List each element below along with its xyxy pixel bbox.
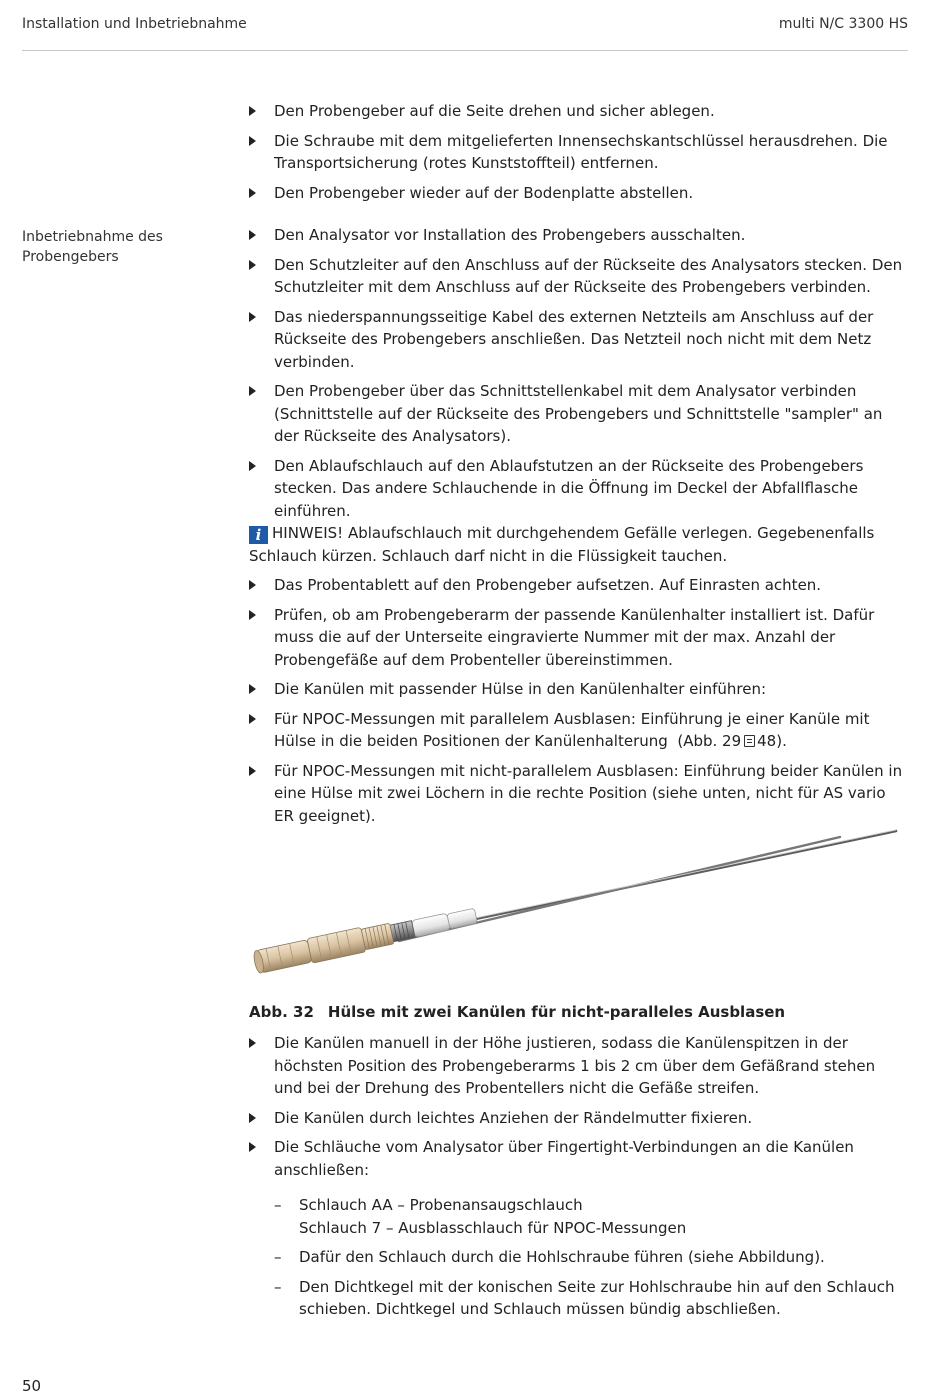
page-number: 50: [22, 1377, 42, 1395]
dash-marker: –: [274, 1248, 282, 1266]
list-item: Den Schutzleiter auf den Anschluss auf der Rückseite des Analysators stecken. Den Schutzleiter mit dem Anschluss auf der Rückseite des Probengebers verbinden.: [249, 254, 904, 299]
page-reference-icon: [744, 735, 755, 747]
bullet-triangle-icon: [249, 1142, 256, 1152]
fingertight-fitting-end: [256, 940, 312, 973]
list-item: Das Probentablett auf den Probengeber aufsetzen. Auf Einrasten achten.: [249, 574, 904, 597]
cannula-needles: [399, 830, 896, 941]
figure-caption: [249, 1003, 785, 1021]
bullet-triangle-icon: [249, 1038, 256, 1048]
dash-list-item: – Schlauch AA – Probenansaugschlauch Schlauch 7 – Ausblasschlauch für NPOC-Messungen: [274, 1196, 687, 1237]
hint-label: HINWEIS!: [272, 524, 344, 542]
list-item: Den Probengeber auf die Seite drehen und sicher ablegen.: [249, 100, 904, 123]
bullet-triangle-icon: [249, 230, 256, 240]
bullet-triangle-icon: [249, 260, 256, 270]
bullet-triangle-icon: [249, 386, 256, 396]
list-item: Den Analysator vor Installation des Probengebers ausschalten.: [249, 224, 904, 247]
bullet-triangle-icon: [249, 766, 256, 776]
list-item: Für NPOC-Messungen mit parallelem Ausblasen: Einführung je einer Kanüle mit Hülse in die beiden Positionen der Kanülenhalterung (Abb. 29 48).: [249, 708, 904, 753]
list-item: Die Kanülen mit passender Hülse in den Kanülenhalter einführen:: [249, 678, 904, 701]
white-sleeve-top: [447, 908, 478, 928]
header-section-title: Installation und Inbetriebnahme: [22, 16, 247, 32]
bullet-triangle-icon: [249, 684, 256, 694]
figure-number: Abb. 32: [249, 1003, 314, 1021]
page-header: [22, 14, 908, 51]
section-side-label: Inbetriebnahme des Probengebers: [22, 229, 163, 265]
header-product-name: multi N/C 3300 HS: [778, 16, 908, 32]
sleeve-assembly: [252, 903, 478, 974]
bullet-triangle-icon: [249, 188, 256, 198]
after-figure-list: [249, 1032, 904, 1328]
dash-list-item: – Dafür den Schlauch durch die Hohlschraube führen (siehe Abbildung).: [249, 1246, 904, 1269]
list-item: Prüfen, ob am Probengeberarm der passende Kanülenhalter installiert ist. Dafür muss die auf der Unterseite eingravierte Nummer mit der max. Anzahl der Probengefäße auf dem Probenteller übereinstimmen.: [249, 604, 904, 672]
dash-marker: –: [274, 1277, 282, 1296]
list-item: Den Probengeber wieder auf der Bodenplatte abstellen.: [249, 182, 904, 205]
info-icon: i: [249, 526, 268, 544]
list-item: Die Kanülen manuell in der Höhe justieren, sodass die Kanülenspitzen in der höchsten Position des Probengeberarms 1 bis 2 cm über dem Gefäßrand stehen und bei der Drehung des Probentellers nicht die Gefäße streifen.: [249, 1032, 904, 1100]
bullet-triangle-icon: [249, 312, 256, 322]
bullet-triangle-icon: [249, 610, 256, 620]
dash-list-item: – Den Dichtkegel mit der konischen Seite zur Hohlschraube hin auf den Schlauch schieben. Dichtkegel und Schlauch müssen bündig abschließen.: [274, 1277, 895, 1318]
bullet-triangle-icon: [249, 106, 256, 116]
knurled-nut: [361, 923, 394, 950]
cannula-sleeve-illustration: [249, 822, 904, 982]
list-item: Die Schraube mit dem mitgelieferten Innensechskantschlüssel herausdrehen. Die Transportsicherung (rotes Kunststoffteil) entfernen.: [249, 130, 904, 175]
list-item: Die Kanülen durch leichtes Anziehen der Rändelmutter fixieren.: [249, 1107, 904, 1130]
bullet-triangle-icon: [249, 461, 256, 471]
figure-reference-link[interactable]: (Abb. 29 48).: [677, 732, 787, 750]
bullet-triangle-icon: [249, 714, 256, 724]
bullet-triangle-icon: [249, 580, 256, 590]
hint-note: [249, 522, 904, 567]
hint-text: Ablaufschlauch mit durchgehendem Gefälle verlegen. Gegebenenfalls Schlauch kürzen. Schlauch darf nicht in die Flüssigkeit tauchen.: [249, 524, 875, 565]
list-item: Für NPOC-Messungen mit nicht-parallelem Ausblasen: Einführung beider Kanülen in eine Hülse mit zwei Löchern in die rechte Position (siehe unten, nicht für AS vario ER geeignet).: [249, 760, 904, 828]
bullet-triangle-icon: [249, 1113, 256, 1123]
bullet-triangle-icon: [249, 136, 256, 146]
list-item: Das niederspannungsseitige Kabel des externen Netzteils am Anschluss auf der Rückseite des Probengebers anschließen. Das Netzteil noch nicht mit dem Netz verbinden.: [249, 306, 904, 374]
white-sleeve: [411, 913, 450, 937]
dash-marker: –: [274, 1196, 282, 1214]
figure-title: Hülse mit zwei Kanülen für nicht-paralleles Ausblasen: [327, 1003, 786, 1021]
list-item: Den Probengeber über das Schnittstellenkabel mit dem Analysator verbinden (Schnittstelle auf der Rückseite des Probengebers und Schnittstelle "sampler" an der Rückseite des Analysators).: [249, 380, 904, 448]
list-item: Die Schläuche vom Analysator über Fingertight-Verbindungen an die Kanülen anschließen:: [249, 1136, 904, 1181]
section-bullet-list: [249, 224, 904, 834]
list-item: Den Ablaufschlauch auf den Ablaufstutzen an der Rückseite des Probengebers stecken. Das andere Schlauchende in die Öffnung im Deckel der Abfallflasche einführen. i HINWEIS! Ablaufschlauch mit durchgehendem Gefälle verlegen. Gegebenenfalls Schlauch kürzen. Schlauch darf nicht in die Flüssigkeit tauchen.: [249, 455, 904, 568]
top-bullet-list: [249, 100, 904, 211]
